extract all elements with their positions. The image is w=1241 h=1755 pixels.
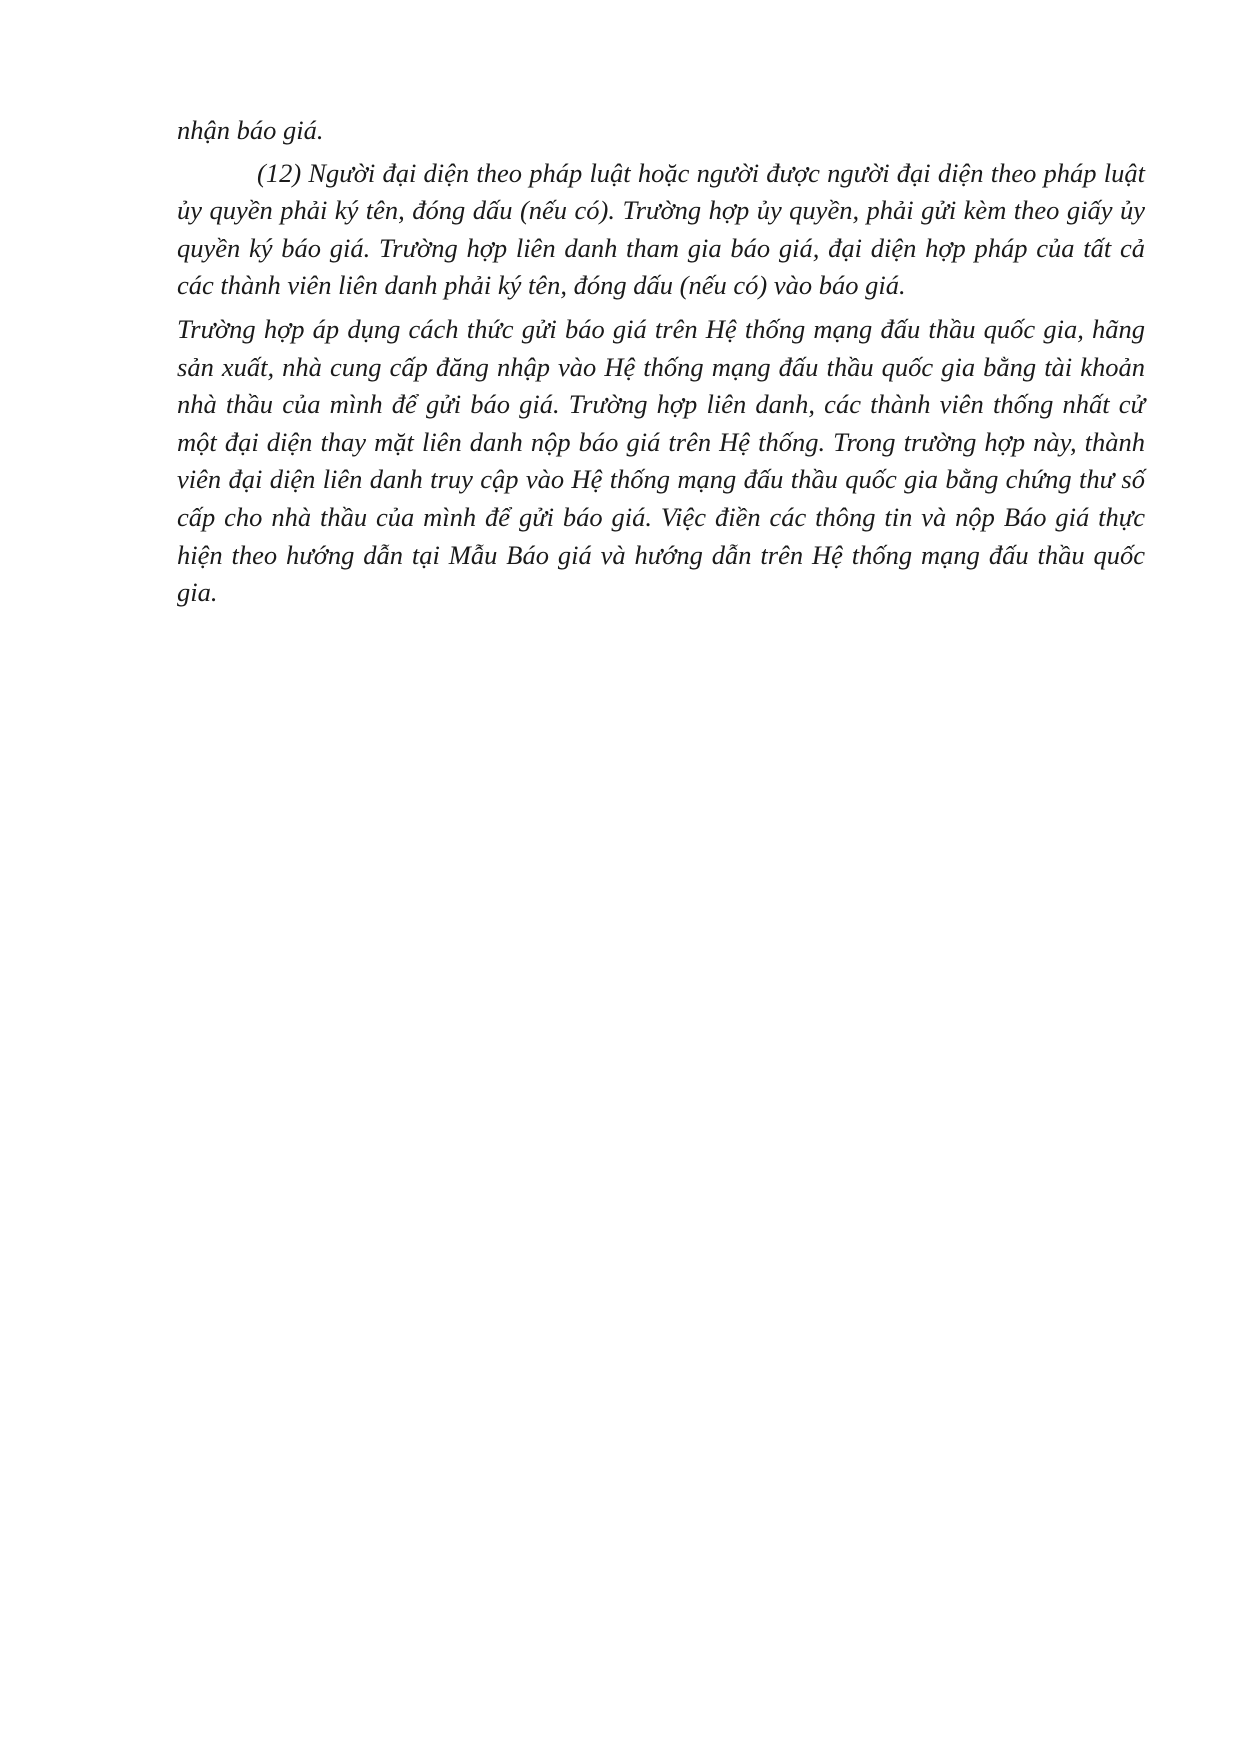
paragraph-online-submission: Trường hợp áp dụng cách thức gửi báo giá trên Hệ thống mạng đấu thầu quốc gia, hãng sản xuất, nhà cung cấp đăng nhập vào Hệ thống mạng đấu thầu quốc gia bằng tài khoản nhà thầu của mình để gửi báo giá. Trường hợp liên danh, các thành viên thống nhất cử một đại diện thay mặt liên danh nộp báo giá trên Hệ thống. Trong trường hợp này, thành viên đại diện liên danh truy cập vào Hệ thống mạng đấu thầu quốc gia bằng chứng thư số cấp cho nhà thầu của mình để gửi báo giá. Việc điền các thông tin và nộp Báo giá thực hiện theo hướng dẫn tại Mẫu Báo giá và hướng dẫn trên Hệ thống mạng đấu thầu quốc gia. bbox=[177, 313, 1145, 608]
document-body bbox=[177, 112, 1145, 612]
paragraph-continued: nhận báo giá. bbox=[177, 115, 324, 145]
paragraph-note-12: (12) Người đại diện theo pháp luật hoặc người được người đại diện theo pháp luật ủy quyền phải ký tên, đóng dấu (nếu có). Trường hợp ủy quyền, phải gửi kèm theo giấy ủy quyền ký báo giá. Trường hợp liên danh tham gia báo giá, đại diện hợp pháp của tất cả các thành viên liên danh phải ký tên, đóng dấu (nếu có) vào báo giá. bbox=[177, 157, 1145, 301]
